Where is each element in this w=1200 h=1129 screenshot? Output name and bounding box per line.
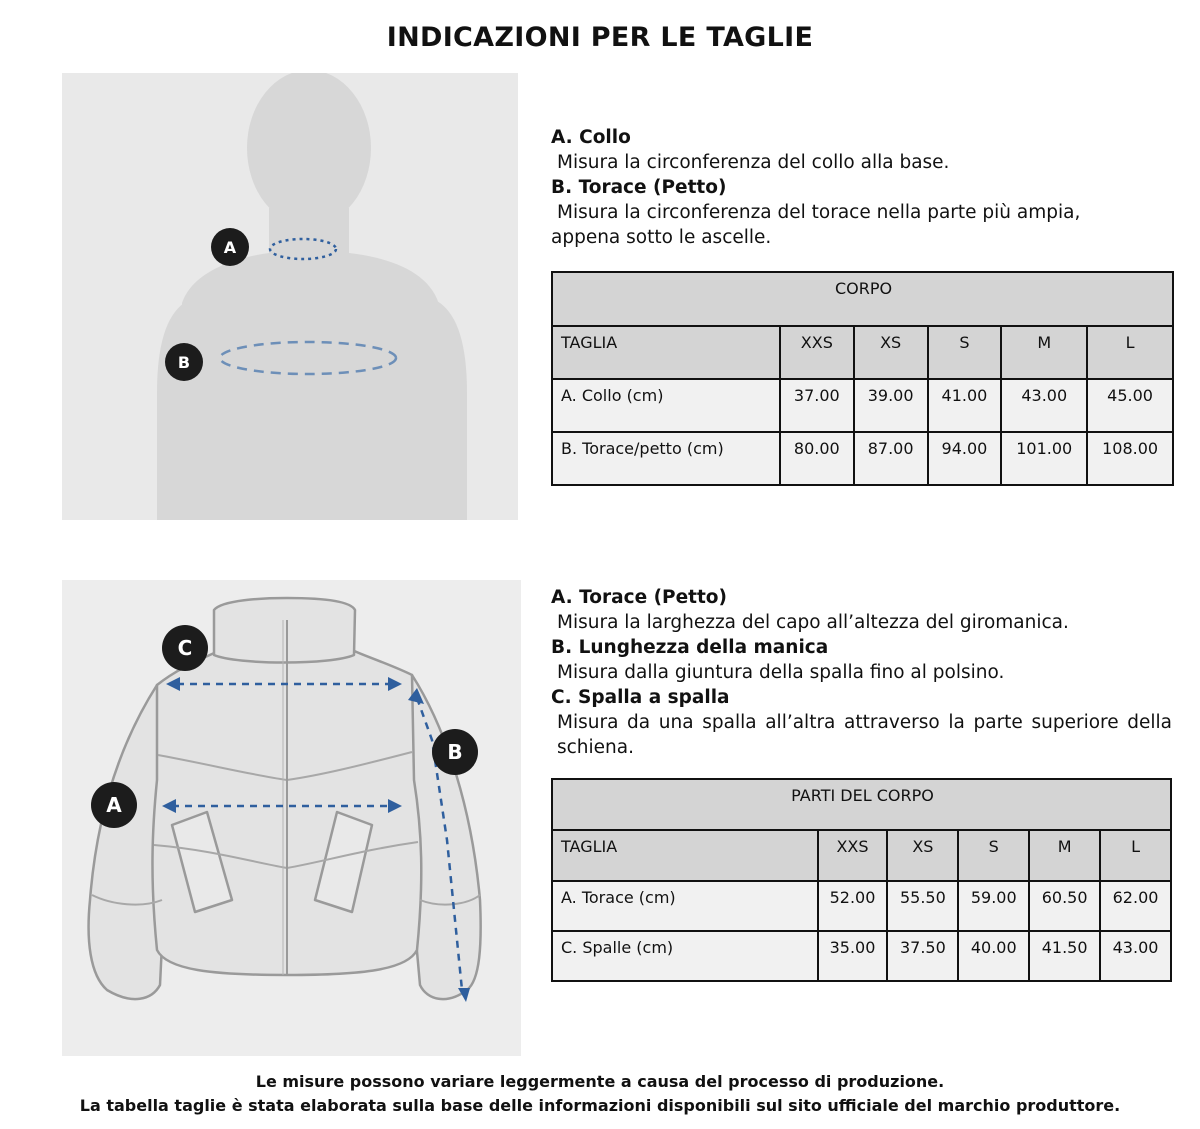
table-cell: 41.00 xyxy=(928,379,1002,432)
marker-b-badge xyxy=(432,729,478,775)
table-cell: 43.00 xyxy=(1001,379,1087,432)
size-column-label: TAGLIA xyxy=(552,326,780,379)
instruction-heading-torace: A. Torace (Petto) xyxy=(551,587,727,608)
table-cell: 43.00 xyxy=(1100,931,1171,981)
body-silhouette-illustration xyxy=(62,73,518,520)
size-header-l: L xyxy=(1087,326,1173,379)
marker-a-badge xyxy=(91,782,137,828)
garment-measurement-instructions xyxy=(551,585,1172,760)
size-header-m: M xyxy=(1029,830,1100,881)
marker-a-label: A xyxy=(106,793,122,817)
table-cell: 40.00 xyxy=(958,931,1029,981)
table-cell: 35.00 xyxy=(818,931,888,981)
table-cell: 45.00 xyxy=(1087,379,1173,432)
size-column-label: TAGLIA xyxy=(552,830,818,881)
size-header-xs: XS xyxy=(887,830,958,881)
row-label: A. Torace (cm) xyxy=(552,881,818,931)
table-row xyxy=(552,432,1173,485)
instruction-heading-manica: B. Lunghezza della manica xyxy=(551,637,829,658)
table-cell: 101.00 xyxy=(1001,432,1087,485)
instruction-heading-torace: B. Torace (Petto) xyxy=(551,177,727,198)
size-header-xxs: XXS xyxy=(818,830,888,881)
row-label: B. Torace/petto (cm) xyxy=(552,432,780,485)
marker-b-label: B xyxy=(447,740,463,764)
instruction-text-torace-line1: Misura la circonferenza del torace nella parte più ampia, xyxy=(557,202,1081,223)
size-header-s: S xyxy=(928,326,1002,379)
table-cell: 55.50 xyxy=(887,881,958,931)
table-row xyxy=(552,931,1171,981)
instruction-heading-spalla: C. Spalla a spalla xyxy=(551,687,730,708)
body-measurement-instructions xyxy=(551,125,1176,250)
table-cell: 62.00 xyxy=(1100,881,1171,931)
page-title: INDICAZIONI PER LE TAGLIE xyxy=(386,22,814,53)
table-row xyxy=(552,881,1171,931)
table-cell: 87.00 xyxy=(854,432,928,485)
table-cell: 39.00 xyxy=(854,379,928,432)
table-cell: 59.00 xyxy=(958,881,1029,931)
size-header-s: S xyxy=(958,830,1029,881)
disclaimer-line-1: Le misure possono variare leggermente a causa del processo di produzione. xyxy=(255,1072,945,1091)
table-cell: 108.00 xyxy=(1087,432,1173,485)
table-cell: 52.00 xyxy=(818,881,888,931)
table-cell: 37.00 xyxy=(780,379,854,432)
marker-a-badge xyxy=(211,228,249,266)
marker-b-badge xyxy=(165,343,203,381)
marker-b-label: B xyxy=(177,353,191,372)
size-header-m: M xyxy=(1001,326,1087,379)
row-label: C. Spalle (cm) xyxy=(552,931,818,981)
instruction-text-torace: Misura la larghezza del capo all’altezza del giromanica. xyxy=(557,612,1069,633)
size-header-xxs: XXS xyxy=(780,326,854,379)
table-cell: 94.00 xyxy=(928,432,1002,485)
table-row xyxy=(552,379,1173,432)
size-header-l: L xyxy=(1100,830,1171,881)
jacket-illustration xyxy=(62,580,521,1056)
marker-c-label: C xyxy=(177,636,193,660)
instruction-text-collo: Misura la circonferenza del collo alla base. xyxy=(557,152,950,173)
instruction-text-spalla: Misura da una spalla all’altra attraverso la parte superiore della schiena. xyxy=(557,712,1172,758)
instruction-text-manica: Misura dalla giuntura della spalla fino al polsino. xyxy=(557,662,1005,683)
body-size-table xyxy=(551,271,1174,486)
instruction-heading-collo: A. Collo xyxy=(551,127,631,148)
table-cell: 60.50 xyxy=(1029,881,1100,931)
marker-a-label: A xyxy=(223,238,237,257)
size-header-xs: XS xyxy=(854,326,928,379)
disclaimer-line-2: La tabella taglie è stata elaborata sulla base delle informazioni disponibili sul sito ufficiale del marchio produttore. xyxy=(79,1096,1121,1115)
table-caption: PARTI DEL CORPO xyxy=(552,779,1171,830)
table-cell: 80.00 xyxy=(780,432,854,485)
marker-c-badge xyxy=(162,625,208,671)
garment-size-table xyxy=(551,778,1172,982)
table-cell: 37.50 xyxy=(887,931,958,981)
disclaimer-footer xyxy=(0,1070,1200,1118)
table-cell: 41.50 xyxy=(1029,931,1100,981)
row-label: A. Collo (cm) xyxy=(552,379,780,432)
table-caption: CORPO xyxy=(552,272,1173,326)
instruction-text-torace-line2: appena sotto le ascelle. xyxy=(551,227,772,248)
